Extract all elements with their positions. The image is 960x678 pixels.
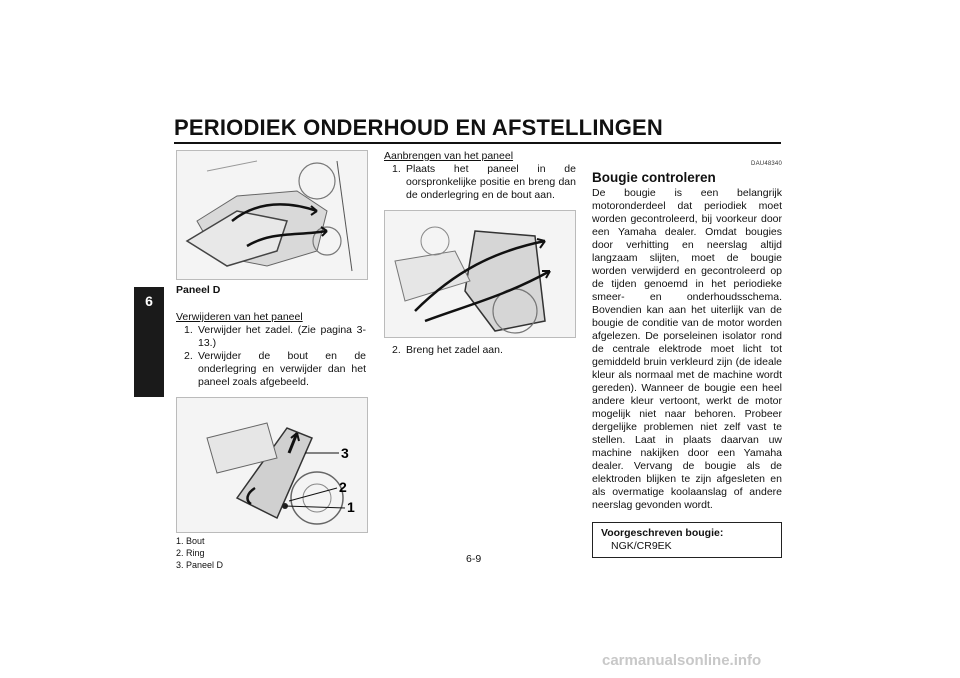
callout-3: 3 — [341, 445, 349, 461]
install-steps-continued — [384, 344, 576, 357]
install-steps — [384, 163, 576, 202]
title-rule — [174, 142, 781, 144]
figure-panel-install — [384, 210, 576, 338]
chapter-tab: 6 — [134, 287, 164, 397]
legend-number: 1. — [176, 536, 184, 546]
doc-code: DAU48340 — [751, 161, 782, 167]
column-1 — [176, 150, 366, 571]
legend-number: 3. — [176, 560, 184, 570]
removal-heading: Verwijderen van het paneel — [176, 311, 303, 323]
step-number: 1. — [392, 163, 401, 175]
callout-2: 2 — [339, 479, 347, 495]
step-number: 2. — [184, 350, 193, 362]
legend-item — [176, 547, 366, 559]
figure-panel-d-overview — [176, 150, 368, 280]
figure1-caption: Paneel D — [176, 284, 221, 296]
legend-text: Paneel D — [186, 560, 224, 570]
legend-text: Bout — [186, 536, 205, 546]
list-item — [176, 350, 366, 389]
column-3 — [592, 150, 782, 558]
legend-text: Ring — [186, 548, 205, 558]
list-item — [176, 324, 366, 350]
legend-item — [176, 559, 366, 571]
list-item — [384, 163, 576, 202]
body-text: De bougie is een belangrijk motoronderdeel dat periodiek moet worden gecontroleerd, bij voorkeur door een Yamaha dealer. Omdat bougies door verhitting en neerslag altijd langzaam slijten, moet de bougie worden verwijderd en gecontroleerd op de tijden genoemd in het periodieke smeer- en onderhoudsschema. Bovendien kan aan het uiterlijk van de bougie de conditie van de motor worden afgelezen. De porseleinen isolator rond de centrale elektrode moet licht tot gemiddeld bruin verkleurd zijn (de ideale kleur als normaal met de machine wordt gereden). Wanneer de bougie een heel andere kleur vertoont, werkt de motor mogelijk niet naar behoren. Probeer dergelijke problemen niet zelf vast te stellen. Laat in plaats daarvan uw machine nakijken door een Yamaha dealer. Vervang de bougie als de elektroden blijken te zijn afgesleten en als overmatige koolaanslag of andere neerslag gevonden wordt. — [592, 187, 782, 511]
step-text: Verwijder de bout en de onderlegring en verwijder dan het paneel zoals afgebeeld. — [198, 350, 366, 388]
watermark: carmanualsonline.info — [602, 652, 762, 669]
page-number: 6-9 — [466, 553, 482, 565]
callout-1: 1 — [347, 499, 355, 515]
column-2 — [384, 150, 576, 357]
step-text: Breng het zadel aan. — [406, 344, 503, 356]
list-item — [384, 344, 576, 357]
legend-item — [176, 535, 366, 547]
step-number: 2. — [392, 344, 401, 356]
step-text: Verwijder het zadel. (Zie pagina 3-13.) — [198, 324, 366, 349]
figure2-legend — [176, 535, 366, 571]
step-number: 1. — [184, 324, 193, 336]
install-heading: Aanbrengen van het paneel — [384, 150, 514, 162]
legend-number: 2. — [176, 548, 184, 558]
page-title: PERIODIEK ONDERHOUD EN AFSTELLINGEN — [174, 115, 663, 140]
step-text: Plaats het paneel in de oorspronkelijke positie en breng dan de onderlegring en de bout aan. — [406, 163, 576, 201]
spec-box — [592, 522, 782, 558]
section-title: Bougie controleren — [592, 170, 716, 185]
figure-panel-d-removal — [176, 397, 368, 533]
spec-value: NGK/CR9EK — [611, 540, 672, 552]
spec-label: Voorgeschreven bougie: — [601, 527, 724, 539]
removal-steps — [176, 324, 366, 389]
